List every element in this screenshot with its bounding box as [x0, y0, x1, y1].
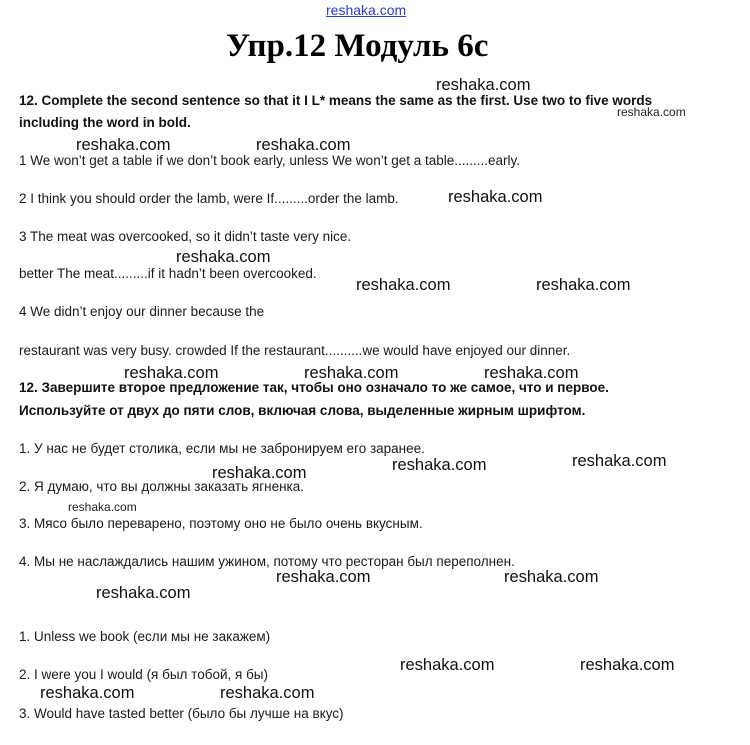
task-instruction-ru-line2: Используйте от двух до пяти слов, включая слова, выделенные жирным шрифтом.: [19, 403, 586, 418]
watermark: reshaka.com: [580, 656, 675, 674]
sentence-4-en-rewrite: restaurant was very busy. crowded If the restaurant..........we would have enjoyed our dinner.: [19, 343, 571, 358]
watermark: reshaka.com: [212, 464, 307, 482]
sentence-1-ru: 1. У нас не будет столика, если мы не забронируем его заранее.: [19, 441, 425, 456]
sentence-3-ru: 3. Мясо было переварено, поэтому оно не было очень вкусным.: [19, 516, 423, 531]
watermark: reshaka.com: [617, 105, 686, 119]
watermark: reshaka.com: [504, 568, 599, 586]
sentence-2-en: 2 I think you should order the lamb, were If.........order the lamb.: [19, 191, 399, 206]
watermark: reshaka.com: [124, 364, 219, 382]
sentence-3-en: 3 The meat was overcooked, so it didn’t taste very nice.: [19, 229, 352, 244]
answer-3: 3. Would have tasted better (было бы лучше на вкус): [19, 706, 344, 721]
watermark: reshaka.com: [220, 684, 315, 702]
watermark: reshaka.com: [448, 188, 543, 206]
answer-2: 2. I were you I would (я был тобой, я бы): [19, 667, 268, 682]
task-instruction-en-line2: including the word in bold.: [19, 115, 191, 130]
watermark: reshaka.com: [400, 656, 495, 674]
watermark: reshaka.com: [436, 76, 531, 94]
sentence-4-en: 4 We didn’t enjoy our dinner because the: [19, 304, 265, 319]
page-title: Упр.12 Модуль 6с: [226, 28, 489, 64]
watermark: reshaka.com: [304, 364, 399, 382]
sentence-3-en-rewrite: better The meat.........if it hadn’t been overcooked.: [19, 266, 317, 281]
task-instruction-ru-line1: 12. Завершите второе предложение так, чтобы оно означало то же самое, что и первое.: [19, 380, 609, 395]
watermark: reshaka.com: [536, 276, 631, 294]
watermark: reshaka.com: [392, 456, 487, 474]
watermark: reshaka.com: [76, 136, 171, 154]
watermark: reshaka.com: [484, 364, 579, 382]
sentence-4-ru: 4. Мы не наслаждались нашим ужином, потому что ресторан был переполнен.: [19, 554, 515, 569]
watermark: reshaka.com: [40, 684, 135, 702]
watermark: reshaka.com: [96, 584, 191, 602]
watermark: reshaka.com: [68, 500, 137, 514]
watermark: reshaka.com: [276, 568, 371, 586]
sentence-1-en: 1 We won’t get a table if we don’t book early, unless We won’t get a table.........early.: [19, 153, 521, 168]
watermark: reshaka.com: [572, 452, 667, 470]
answer-1: 1. Unless we book (если мы не закажем): [19, 629, 271, 644]
task-instruction-en-line1: 12. Complete the second sentence so that it I L* means the same as the first. Use two to five words: [19, 93, 653, 108]
watermark: reshaka.com: [176, 248, 271, 266]
sentence-2-ru: 2. Я думаю, что вы должны заказать ягненка.: [19, 479, 304, 494]
watermark: reshaka.com: [356, 276, 451, 294]
watermark: reshaka.com: [256, 136, 351, 154]
site-link[interactable]: reshaka.com: [326, 2, 407, 18]
